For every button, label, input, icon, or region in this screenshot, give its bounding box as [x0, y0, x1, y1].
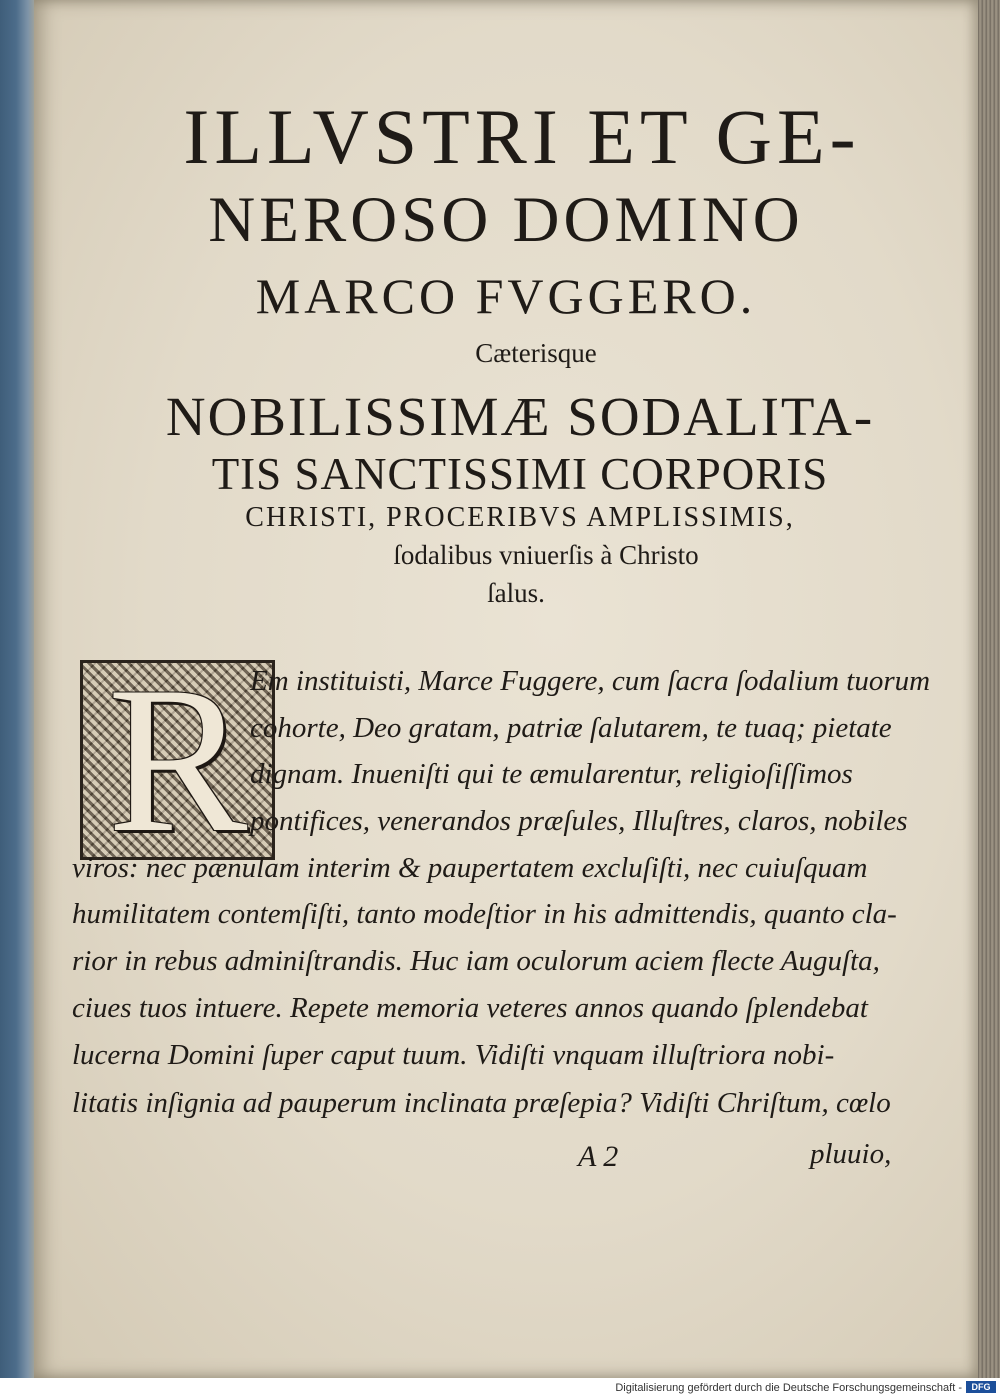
heading-line-2: TIS SANCTISSIMI CORPORIS — [211, 449, 829, 499]
body-line: viros: nec pænulam interim & paupertatem excluſiſti, nec cuiuſquam — [72, 852, 868, 884]
body-line: rior in rebus adminiſtrandis. Huc iam oculorum aciem flecte Auguſta, — [72, 945, 880, 977]
book-page — [34, 0, 978, 1378]
heading-line-4: ſodalibus vniuerſis à Christo — [393, 540, 699, 570]
body-line: pontifices, venerandos præſules, Illuſtres, claros, nobiles — [250, 805, 908, 837]
decorated-initial-r — [80, 644, 275, 876]
body-line: ciues tuos intuere. Repete memoria veteres annos quando ſplendebat — [72, 992, 868, 1024]
title-line-1: ILLVSTRI ET GE- — [183, 93, 861, 180]
signature-mark: A 2 — [578, 1140, 619, 1173]
footer-credit: Digitalisierung gefördert durch die Deutsche Forschungsgemeinschaft - — [615, 1382, 962, 1394]
heading-line-1: NOBILISSIMÆ SODALITA- — [165, 386, 875, 447]
heading-line-3: CHRISTI, PROCERIBVS AMPLISSIMIS, — [245, 502, 795, 533]
body-line: Em instituisti, Marce Fuggere, cum ſacra ſodalium tuorum — [250, 665, 931, 697]
title-line-3: MARCO FVGGERO. — [255, 268, 757, 324]
body-line: cohorte, Deo gratam, patriæ ſalutarem, te tuaq; pietate — [250, 712, 892, 744]
body-line: lucerna Domini ſuper caput tuum. Vidiſti vnquam illuſtriora nobi- — [72, 1039, 835, 1071]
body-line: litatis inſignia ad pauperum inclinata præſepia? Vidiſti Chriſtum, cœlo — [72, 1087, 891, 1119]
dfg-logo-icon: DFG — [966, 1381, 996, 1393]
footer-bar — [0, 1378, 1000, 1395]
drop-cap-letter: R — [107, 644, 248, 876]
body-line: dignam. Inueniſti qui te æmularentur, religioſiſſimos — [250, 758, 853, 790]
catchword: pluuio, — [810, 1138, 892, 1170]
heading-line-5: ſalus. — [487, 578, 545, 608]
subtitle: Cæterisque — [475, 338, 597, 368]
title-line-2: NEROSO DOMINO — [208, 184, 804, 256]
body-line: humilitatem contemſiſti, tanto modeſtior in his admittendis, quanto cla- — [72, 898, 897, 930]
